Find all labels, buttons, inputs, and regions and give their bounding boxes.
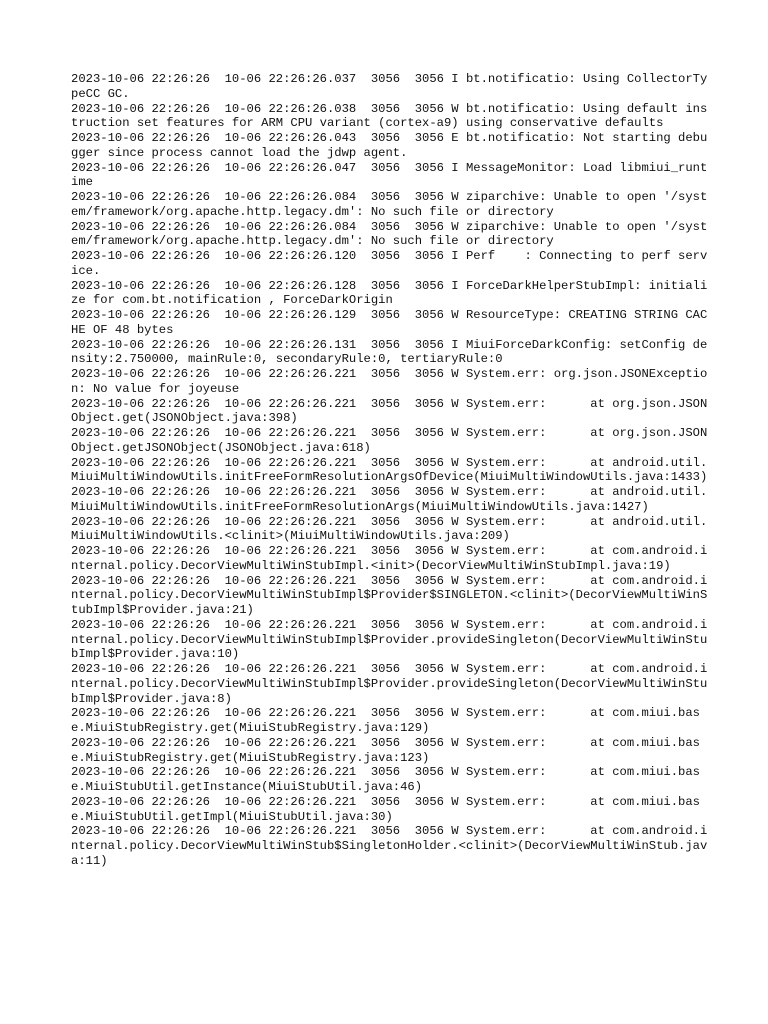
log-entry: 2023-10-06 22:26:26 10-06 22:26:26.221 3056 3056 W System.err: at com.android.internal.policy.DecorViewMultiWinStub$SingletonHolder.<clinit>(DecorViewMultiWinStub.java:11) [71,824,708,868]
log-entry: 2023-10-06 22:26:26 10-06 22:26:26.128 3056 3056 I ForceDarkHelperStubImpl: initialize for com.bt.notification , ForceDarkOrigin [71,278,708,308]
log-entry: 2023-10-06 22:26:26 10-06 22:26:26.221 3056 3056 W System.err: at com.miui.base.MiuiStubUtil.getImpl(MiuiStubUtil.java:30) [71,794,700,824]
log-entry: 2023-10-06 22:26:26 10-06 22:26:26.221 3056 3056 W System.err: at android.util.MiuiMultiWindowUtils.initFreeFormResolutionArgs(MiuiMultiWindowUtils.java:1427) [71,485,708,514]
log-entry: 2023-10-06 22:26:26 10-06 22:26:26.084 3056 3056 W ziparchive: Unable to open '/system/framework/org.apache.http.legacy.dm': No such file or directory [71,190,708,219]
log-entry: 2023-10-06 22:26:26 10-06 22:26:26.221 3056 3056 W System.err: org.json.JSONException: No value for joyeuse [71,367,708,396]
log-entry: 2023-10-06 22:26:26 10-06 22:26:26.037 3056 3056 I bt.notificatio: Using CollectorTypeCC GC. [71,72,708,101]
log-document [71,72,711,869]
log-entry: 2023-10-06 22:26:26 10-06 22:26:26.038 3056 3056 W bt.notificatio: Using default instruction set features for ARM CPU variant (cortex-a9) using conservative defaults [71,101,708,131]
log-entry: 2023-10-06 22:26:26 10-06 22:26:26.221 3056 3056 W System.err: at com.miui.base.MiuiStubRegistry.get(MiuiStubRegistry.java:129) [71,706,700,735]
log-entry: 2023-10-06 22:26:26 10-06 22:26:26.084 3056 3056 W ziparchive: Unable to open '/system/framework/org.apache.http.legacy.dm': No such file or directory [71,219,708,249]
log-entry: 2023-10-06 22:26:26 10-06 22:26:26.221 3056 3056 W System.err: at com.android.internal.policy.DecorViewMultiWinStubImpl$Provider.provideSingleton(DecorViewMultiWinStubImpl$Provider.java:8) [71,662,708,706]
log-entry: 2023-10-06 22:26:26 10-06 22:26:26.120 3056 3056 I Perf : Connecting to perf service. [71,249,708,278]
log-entry: 2023-10-06 22:26:26 10-06 22:26:26.221 3056 3056 W System.err: at android.util.MiuiMultiWindowUtils.<clinit>(MiuiMultiWindowUtils.java:209) [71,514,708,544]
log-entry: 2023-10-06 22:26:26 10-06 22:26:26.221 3056 3056 W System.err: at org.json.JSONObject.getJSONObject(JSONObject.java:618) [71,426,708,455]
log-entry: 2023-10-06 22:26:26 10-06 22:26:26.129 3056 3056 W ResourceType: CREATING STRING CACHE OF 48 bytes [71,308,708,337]
log-entry: 2023-10-06 22:26:26 10-06 22:26:26.221 3056 3056 W System.err: at com.miui.base.MiuiStubUtil.getInstance(MiuiStubUtil.java:46) [71,765,700,794]
log-entry: 2023-10-06 22:26:26 10-06 22:26:26.047 3056 3056 I MessageMonitor: Load libmiui_runtime [71,160,708,190]
log-entry: 2023-10-06 22:26:26 10-06 22:26:26.221 3056 3056 W System.err: at android.util.MiuiMultiWindowUtils.initFreeFormResolutionArgsOfDevice(MiuiMultiWindowUtils.java:1433) [71,455,708,485]
log-entry: 2023-10-06 22:26:26 10-06 22:26:26.221 3056 3056 W System.err: at com.android.internal.policy.DecorViewMultiWinStubImpl$Provider$SINGLETON.<clinit>(DecorViewMultiWinStubImpl$Provider.java:21) [71,573,708,617]
log-entry: 2023-10-06 22:26:26 10-06 22:26:26.043 3056 3056 E bt.notificatio: Not starting debugger since process cannot load the jdwp agent. [71,131,708,160]
log-entry: 2023-10-06 22:26:26 10-06 22:26:26.221 3056 3056 W System.err: at com.android.internal.policy.DecorViewMultiWinStubImpl$Provider.provideSingleton(DecorViewMultiWinStubImpl$Provider.java:10) [71,617,708,662]
log-entry: 2023-10-06 22:26:26 10-06 22:26:26.221 3056 3056 W System.err: at com.android.internal.policy.DecorViewMultiWinStubImpl.<init>(DecorViewMultiWinStubImpl.java:19) [71,544,708,573]
log-entry: 2023-10-06 22:26:26 10-06 22:26:26.221 3056 3056 W System.err: at com.miui.base.MiuiStubRegistry.get(MiuiStubRegistry.java:123) [71,735,700,765]
log-entry: 2023-10-06 22:26:26 10-06 22:26:26.221 3056 3056 W System.err: at org.json.JSONObject.get(JSONObject.java:398) [71,396,708,426]
log-entry: 2023-10-06 22:26:26 10-06 22:26:26.131 3056 3056 I MiuiForceDarkConfig: setConfig density:2.750000, mainRule:0, secondaryRule:0, tertiaryRule:0 [71,337,708,367]
